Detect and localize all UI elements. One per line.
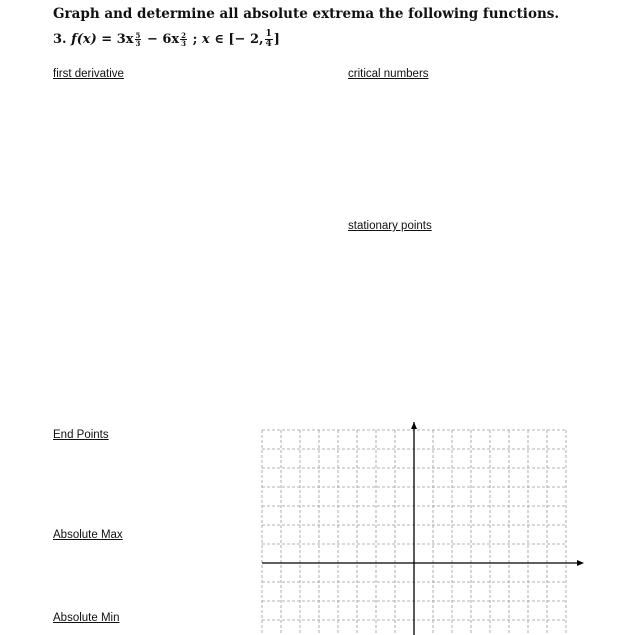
interval-upper-bound [265,30,273,49]
y-axis-arrow-icon [411,422,417,429]
exponent-denominator: 3 [135,38,141,48]
upper-bound-numerator: 1 [265,28,272,39]
absolute-min-label: Absolute Min [53,612,120,624]
stationary-points-label: stationary points [348,220,432,232]
term-two-coefficient: 6x [162,31,180,47]
end-points-label: End Points [53,429,109,441]
problem-statement [53,26,280,52]
equals-sign: = [101,31,113,47]
x-axis-arrow-icon [577,560,584,566]
interval-start: [− 2, [228,31,264,47]
upper-bound-denominator: 4 [265,38,272,49]
critical-numbers-label: critical numbers [348,68,429,80]
term-one-coefficient: 3x [116,31,134,47]
variable-x: x [201,31,210,47]
exponent-denominator: 3 [181,38,187,48]
exponent-numerator: 2 [181,30,187,40]
interval-end: ] [273,31,280,47]
exponent-two-thirds [180,32,187,47]
separator: ; [192,31,198,47]
first-derivative-label: first derivative [53,68,124,80]
function-name: f(x) [71,31,97,47]
absolute-max-label: Absolute Max [53,529,123,541]
exponent-numerator: 5 [135,30,141,40]
exponent-five-thirds [135,32,142,47]
minus-sign: − [146,31,158,47]
graph-grid[interactable] [258,422,588,635]
problem-number: 3. [53,31,67,47]
element-of-symbol: ∈ [214,31,224,47]
worksheet-heading: Graph and determine all absolute extrema the following functions. [53,6,560,22]
